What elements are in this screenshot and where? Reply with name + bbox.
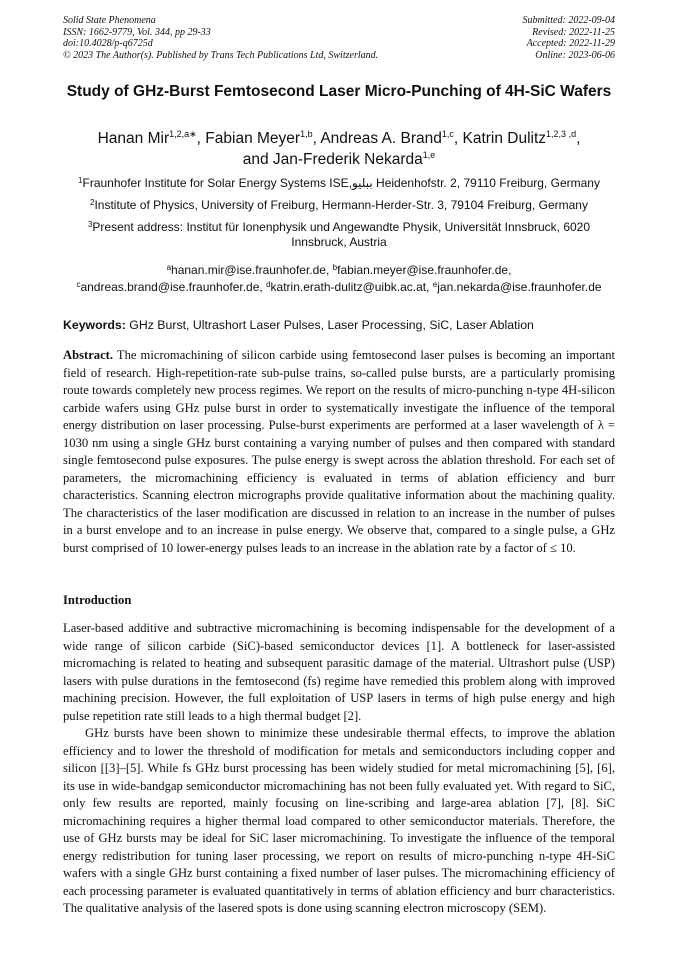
- keywords-text: GHz Burst, Ultrashort Laser Pulses, Laser Processing, SiC, Laser Ablation: [129, 318, 534, 332]
- abstract-text: The micromachining of silicon carbide using femtosecond laser pulses is becoming an important field of research. High-repetition-rate sub-pulse trains, so-called pulse bursts, are a particularly promising route towards completely new process regimes. We report on the results of micro-punching n-type 4H-silicon carbide wafers using GHz pulse burst in order to systematically investigate the influence of the temporal energy distribution on laser processing. Pulse-burst experiments are performed at a laser wavelength of λ = 1030 nm using a single GHz burst containing a varying number of pulses and then compared with standard single femtosecond pulse exposures. The pulse energy is swept across the ablation threshold. For each set of parameters, the micromachining efficiency is evaluated in terms of ablation efficiency and burr characteristics. Scanning electron micrographs provide qualitative information about the machining quality. The characteristics of the laser modification are discussed in relation to an increase in the number of pulses in a burst envelope and to an increase in pulse energy. We observe that, compared to a single pulse, a GHz burst comprised of 10 lower-energy pulses leads to an increase in the ablation rate by a factor of ≤ 10.: [63, 348, 616, 556]
- revised-date: Revised: 2022-11-25: [532, 26, 615, 38]
- journal-name: Solid State Phenomena: [63, 15, 156, 26]
- author: Andreas A. Brand$^{1,c}$,: [320, 129, 463, 147]
- keywords: [63, 317, 615, 333]
- author: Fabian Meyer$^{1,b}$,: [205, 129, 321, 147]
- email[interactable]: $^a$hanan.mir@ise.fraunhofer.de: [166, 263, 326, 277]
- submitted-date: Submitted: 2022-09-04: [522, 15, 615, 26]
- copyright-line: © 2023 The Author(s). Published by Trans Tech Publications Ltd, Switzerland.: [63, 49, 379, 61]
- email[interactable]: $^c$andreas.brand@ise.fraunhofer.de: [76, 279, 260, 294]
- abstract-label: Abstract.: [63, 348, 114, 362]
- author: Hanan Mir$^{1,2,a∗}$,: [97, 129, 206, 147]
- doi-line[interactable]: doi:10.4028/p-q6725d: [63, 38, 153, 50]
- affiliation-1: $^1$Fraunhofer Institute for Solar Energy Systems ISE,ببلیو Heidenhofstr. 2, 79110 Freiburg, Germany: [78, 176, 600, 190]
- paper-title: Study of GHz-Burst Femtosecond Laser Micro-Punching of 4H-SiC Wafers: [66, 83, 612, 100]
- keywords-label: Keywords:: [63, 318, 126, 332]
- affiliation-3: $^3$Present address: Institut für Ionenphysik und Angewandte Physik, Universität Innsbruck, 6020 Innsbruck, Austria: [87, 220, 591, 249]
- issn-line: ISSN: 1662-9779, Vol. 344, pp 29-33: [63, 26, 211, 38]
- author: and Jan-Frederik Nekarda$^{1,e}$: [242, 150, 436, 168]
- article-meta-left: [63, 15, 378, 61]
- article-dates: [523, 15, 616, 61]
- author: Katrin Dulitz$^{1,2,3 ,d}$,: [462, 129, 581, 147]
- introduction-body: [63, 620, 615, 918]
- email-list: $^a$hanan.mir@ise.fraunhofer.de, $^b$fabian.meyer@ise.fraunhofer.de, $^c$andreas.brand@ise.fraunhofer.de, $^d$katrin.erath-dulitz@uibk.ac.at, $^e$jan.nekarda@ise.fraunhofer.de: [76, 263, 602, 294]
- author-list: [63, 128, 615, 170]
- paragraph: Laser-based additive and subtractive micromachining is becoming indispensable for the development of a wide range of silicon carbide (SiC)-based semiconductor devices [1]. A bottleneck for laser-assisted micromaching is related to heating and subsequent parasitic damage of the material. Ultrashort pulse (USP) lasers with pulse durations in the femtosecond (fs) regime have remedied this problem along with improved machining precision. However, the full exploitation of USP lasers in terms of high pulse energy and high pulse repetition rate still leads to a high thermal budget [2].: [63, 621, 615, 723]
- online-date: Online: 2023-06-06: [535, 49, 615, 61]
- accepted-date: Accepted: 2022-11-29: [526, 38, 615, 50]
- email[interactable]: $^e$jan.nekarda@ise.fraunhofer.de: [432, 279, 602, 294]
- abstract: [63, 347, 615, 558]
- email[interactable]: $^d$katrin.erath-dulitz@uibk.ac.at: [266, 279, 427, 294]
- section-heading-introduction: Introduction: [63, 593, 132, 607]
- email[interactable]: $^b$fabian.meyer@ise.fraunhofer.de: [332, 263, 509, 277]
- paragraph: GHz bursts have been shown to minimize these undesirable thermal effects, to improve the ablation efficiency and to lower the threshold of modification for metals and semiconductors including copper and silicon [[3]–[5]. While fs GHz burst processing has been widely studied for metal micromachining [5], [6], its use in wide-bandgap semiconductor micromachining has not been fully evaluated yet. With regard to SiC, only few results are reported, mainly focusing on line-scribing and large-area ablation [7], [8]. SiC micromachining requires a higher thermal load compared to other semiconductor materials. Therefore, the use of GHz bursts may be ideal for SiC laser micromachining. To investigate the influence of the temporal energy redistribution for tuning laser processing, we report on results of micro-punching n-type 4H-SiC wafers with a single GHz burst containing a fixed number of laser pulses. The micromachining efficiency of each processing parameter is evaluated quantitatively in terms of ablation efficiency and burr characteristics. The qualitative analysis of the lasered spots is done using scanning electron microscopy (SEM).: [63, 726, 615, 915]
- affiliation-2: $^2$Institute of Physics, University of Freiburg, Hermann-Herder-Str. 3, 79104 Freiburg, Germany: [90, 198, 588, 212]
